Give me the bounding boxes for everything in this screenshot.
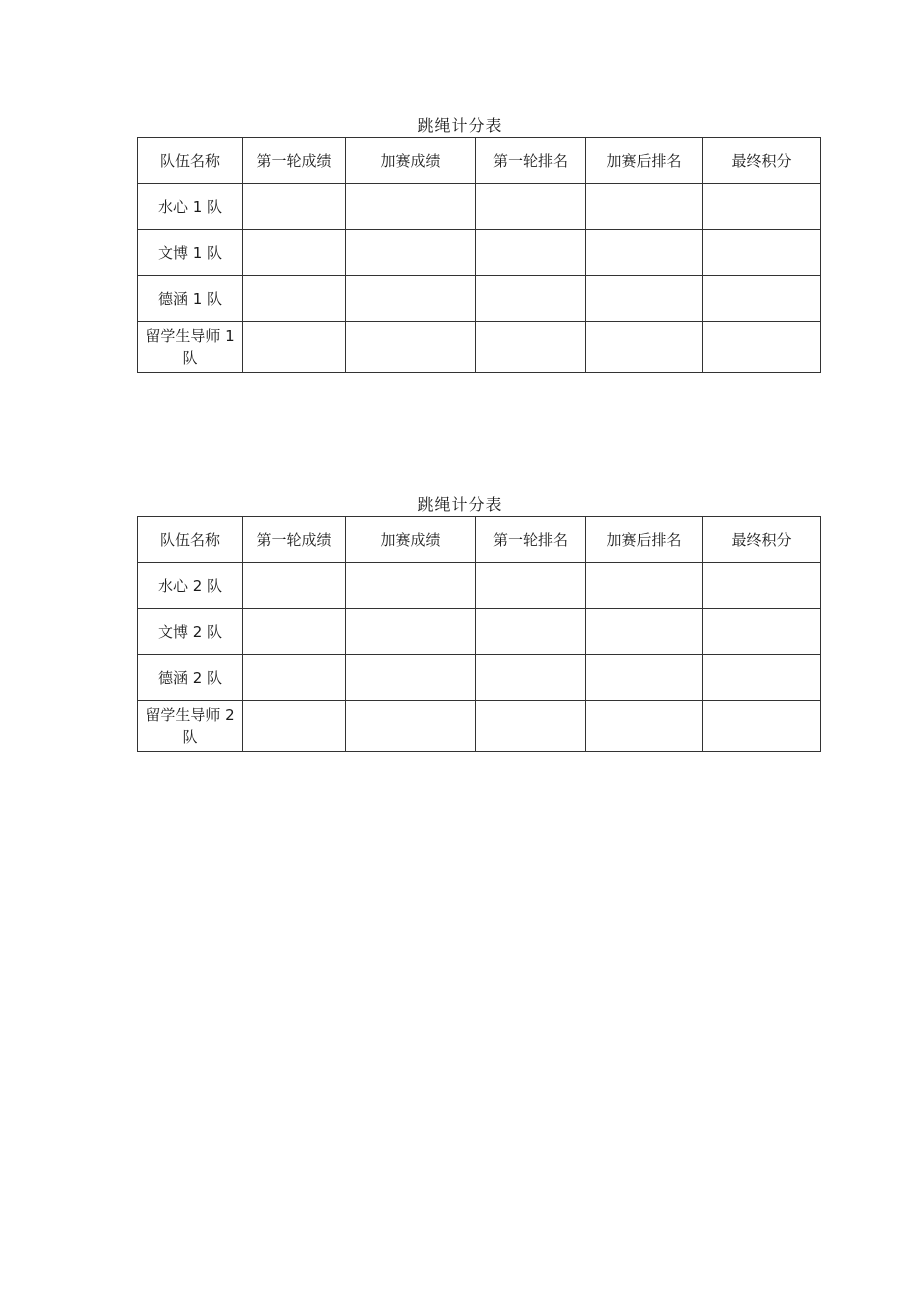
extra-score-cell[interactable]: [346, 276, 476, 322]
round1-rank-cell[interactable]: [476, 322, 586, 373]
extra-rank-cell[interactable]: [586, 609, 703, 655]
header-final-points: 最终积分: [703, 517, 821, 563]
team-name-cell: 德涵 2 队: [138, 655, 243, 701]
team-name-cell: 留学生导师 1 队: [138, 322, 243, 373]
team-name-cell: 德涵 1 队: [138, 276, 243, 322]
table-header-row: [138, 138, 821, 184]
table-row: [138, 701, 821, 752]
header-team-name: 队伍名称: [138, 138, 243, 184]
table-header-row: [138, 517, 821, 563]
extra-rank-cell[interactable]: [586, 655, 703, 701]
score-table: [137, 516, 821, 752]
final-points-cell[interactable]: [703, 184, 821, 230]
extra-rank-cell[interactable]: [586, 230, 703, 276]
extra-rank-cell[interactable]: [586, 322, 703, 373]
round1-score-cell[interactable]: [243, 655, 346, 701]
header-extra-score: 加赛成绩: [346, 517, 476, 563]
round1-score-cell[interactable]: [243, 563, 346, 609]
table-row: [138, 655, 821, 701]
table-row: [138, 230, 821, 276]
round1-score-cell[interactable]: [243, 276, 346, 322]
final-points-cell[interactable]: [703, 701, 821, 752]
header-extra-rank: 加赛后排名: [586, 138, 703, 184]
header-final-points: 最终积分: [703, 138, 821, 184]
score-table: [137, 137, 821, 373]
final-points-cell[interactable]: [703, 609, 821, 655]
extra-score-cell[interactable]: [346, 184, 476, 230]
round1-rank-cell[interactable]: [476, 230, 586, 276]
header-extra-score: 加赛成绩: [346, 138, 476, 184]
round1-rank-cell[interactable]: [476, 655, 586, 701]
extra-rank-cell[interactable]: [586, 701, 703, 752]
table-row: [138, 563, 821, 609]
round1-score-cell[interactable]: [243, 322, 346, 373]
round1-rank-cell[interactable]: [476, 701, 586, 752]
final-points-cell[interactable]: [703, 230, 821, 276]
team-name-cell: 留学生导师 2 队: [138, 701, 243, 752]
table-row: [138, 322, 821, 373]
team-name-cell: 文博 1 队: [138, 230, 243, 276]
extra-rank-cell[interactable]: [586, 276, 703, 322]
sheet-title: 跳绳计分表: [417, 116, 503, 135]
round1-score-cell[interactable]: [243, 184, 346, 230]
extra-score-cell[interactable]: [346, 609, 476, 655]
final-points-cell[interactable]: [703, 655, 821, 701]
extra-rank-cell[interactable]: [586, 563, 703, 609]
header-round1-score: 第一轮成绩: [243, 517, 346, 563]
round1-score-cell[interactable]: [243, 701, 346, 752]
final-points-cell[interactable]: [703, 276, 821, 322]
extra-score-cell[interactable]: [346, 322, 476, 373]
header-round1-rank: 第一轮排名: [476, 517, 586, 563]
extra-score-cell[interactable]: [346, 563, 476, 609]
extra-score-cell[interactable]: [346, 701, 476, 752]
team-name-cell: 文博 2 队: [138, 609, 243, 655]
round1-rank-cell[interactable]: [476, 276, 586, 322]
extra-rank-cell[interactable]: [586, 184, 703, 230]
header-round1-rank: 第一轮排名: [476, 138, 586, 184]
round1-rank-cell[interactable]: [476, 609, 586, 655]
round1-rank-cell[interactable]: [476, 563, 586, 609]
extra-score-cell[interactable]: [346, 230, 476, 276]
team-name-cell: 水心 2 队: [138, 563, 243, 609]
team-name-cell: 水心 1 队: [138, 184, 243, 230]
round1-score-cell[interactable]: [243, 609, 346, 655]
round1-score-cell[interactable]: [243, 230, 346, 276]
extra-score-cell[interactable]: [346, 655, 476, 701]
round1-rank-cell[interactable]: [476, 184, 586, 230]
table-row: [138, 609, 821, 655]
table-row: [138, 184, 821, 230]
table-row: [138, 276, 821, 322]
header-team-name: 队伍名称: [138, 517, 243, 563]
final-points-cell[interactable]: [703, 563, 821, 609]
header-round1-score: 第一轮成绩: [243, 138, 346, 184]
header-extra-rank: 加赛后排名: [586, 517, 703, 563]
sheet-title: 跳绳计分表: [417, 495, 503, 514]
final-points-cell[interactable]: [703, 322, 821, 373]
